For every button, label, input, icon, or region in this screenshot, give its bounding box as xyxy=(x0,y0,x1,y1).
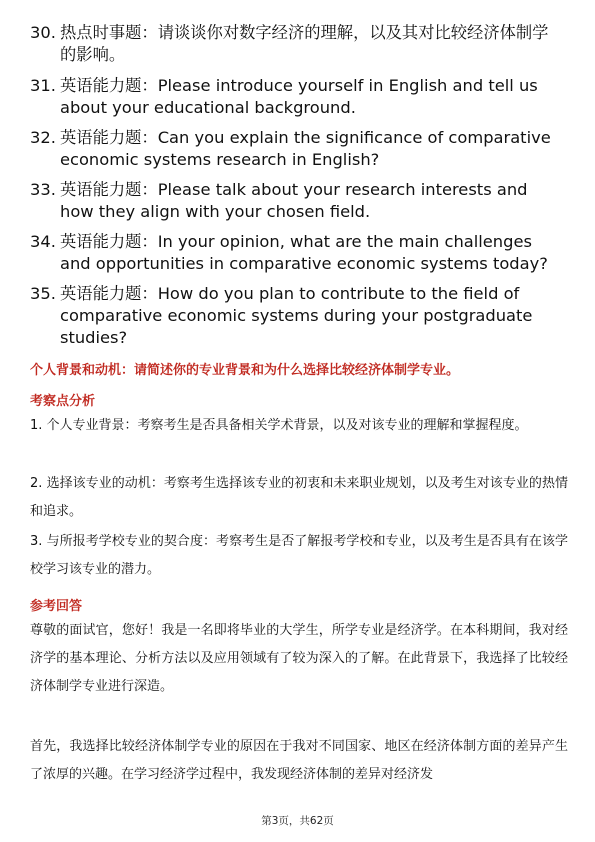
question-number: 32. xyxy=(30,128,56,147)
answer-paragraph-1: 尊敬的面试官，您好！我是一名即将毕业的大学生，所学专业是经济学。在本科期间，我对经济学的基本理论、分析方法以及应用领域有了较为深入的了解。在此背景下，我选择了比较经济体制学专业进行深造。 xyxy=(30,623,568,694)
question-33 xyxy=(30,179,562,223)
question-number: 31. xyxy=(30,76,56,95)
question-34 xyxy=(30,231,562,275)
section-title: 个人背景和动机：请简述你的专业背景和为什么选择比较经济体制学专业。 xyxy=(30,363,460,378)
question-text: 英语能力题：Can you explain the significance of comparative economic systems research in English? xyxy=(60,128,551,169)
question-32 xyxy=(30,127,562,171)
question-number: 35. xyxy=(30,284,56,303)
analysis-heading: 考察点分析 xyxy=(30,394,96,409)
question-text: 热点时事题：请谈谈你对数字经济的理解，以及其对比较经济体制学的影响。 xyxy=(60,23,549,64)
question-31 xyxy=(30,75,562,119)
question-30 xyxy=(30,22,562,66)
answer-heading: 参考回答 xyxy=(30,599,83,614)
question-text: 英语能力题：Please introduce yourself in English and tell us about your educational background. xyxy=(60,76,538,117)
analysis-item-1: 1. 个人专业背景：考察考生是否具备相关学术背景，以及对该专业的理解和掌握程度。 xyxy=(30,418,528,433)
question-text: 英语能力题：Please talk about your research interests and how they align with your chosen field. xyxy=(60,180,528,221)
question-number: 33. xyxy=(30,180,56,199)
analysis-item-2: 2. 选择该专业的动机：考察考生选择该专业的初衷和未来职业规划，以及考生对该专业的热情和追求。 xyxy=(30,476,568,519)
answer-paragraph-2: 首先，我选择比较经济体制学专业的原因在于我对不同国家、地区在经济体制方面的差异产生了浓厚的兴趣。在学习经济学过程中，我发现经济体制的差异对经济发 xyxy=(30,739,568,782)
question-number: 30. xyxy=(30,23,56,42)
question-text: 英语能力题：How do you plan to contribute to the field of comparative economic systems during your postgraduate studies? xyxy=(60,284,533,347)
question-number: 34. xyxy=(30,232,56,251)
analysis-item-3: 3. 与所报考学校专业的契合度：考察考生是否了解报考学校和专业，以及考生是否具有在该学校学习该专业的潜力。 xyxy=(30,534,568,577)
page-footer: 第3页，共62页 xyxy=(261,815,334,827)
question-35 xyxy=(30,283,562,349)
question-text: 英语能力题：In your opinion, what are the main challenges and opportunities in comparative economic systems today? xyxy=(60,232,548,273)
